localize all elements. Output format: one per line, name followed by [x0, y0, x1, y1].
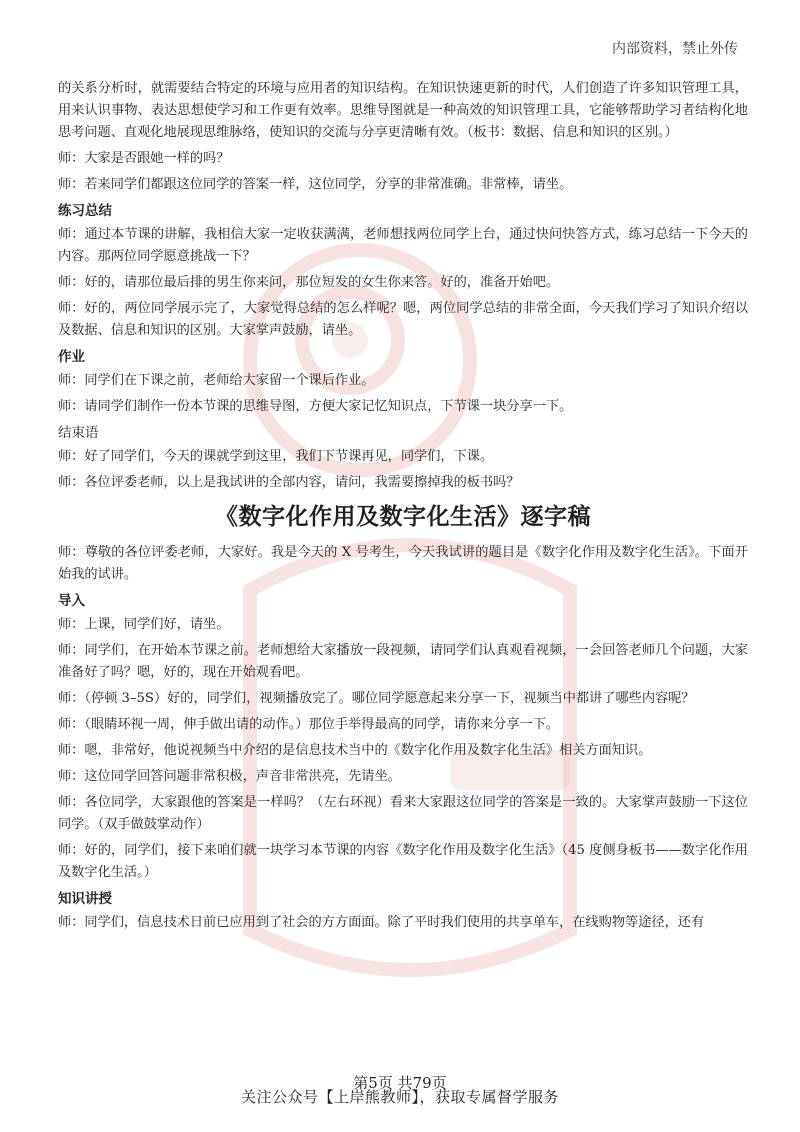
body-paragraph: 师：上课，同学们好，请坐。: [58, 617, 230, 632]
body-paragraph: 师：尊敬的各位评委老师，大家好。我是今天的 X 号考生，今天我试讲的题目是《数字化作用及数字化生活》。下面开始我的试讲。: [58, 545, 748, 582]
lesson-title: 《数字化作用及数字化生活》逐字稿: [215, 503, 591, 530]
footer-promo-text: 关注公众号【上岸熊教师】，获取专属督学服务: [240, 1088, 559, 1106]
body-paragraph: 师：同学们，在开始本节课之前。老师想给大家播放一段视频，请同学们认真观看视频，一会回答老师几个问题，大家准备好了吗？嗯，好的，现在开始观看吧。: [58, 643, 748, 680]
body-paragraph: 师：若来同学们都跟这位同学的答案一样，这位同学，分享的非常准确。非常棒，请坐。: [58, 177, 573, 192]
body-paragraph: 师：好的，请那位最后排的男生你来问，那位短发的女生你来答。好的，准备开始吧。: [58, 275, 560, 290]
header-confidential-note: 内部资料，禁止外传: [612, 41, 738, 57]
body-paragraph: 的关系分析时，就需要结合特定的环境与应用者的知识结构。在知识快速更新的时代，人们创造了许多知识管理工具，用来认识事物、表达思想使学习和工作更有效率。思维导图就是一种高效的知识管理工具，它能够帮助学习者结构化地思考问题、直观化地展现思维脉络，使知识的交流与分享更清晰有效。（板书：数据、信息和知识的区别。）: [58, 81, 748, 140]
body-paragraph: 师：各位同学，大家跟他的答案是一样吗？（左右环视）看来大家跟这位同学的答案是一致的。大家掌声鼓励一下这位同学。（双手做鼓掌动作）: [58, 795, 748, 832]
body-paragraph: 师：（停顿 3–5S）好的，同学们，视频播放完了。哪位同学愿意起来分享一下，视频当中都讲了哪些内容呢？: [58, 691, 695, 706]
body-paragraph: 师：这位同学回答问题非常积极，声音非常洪亮，先请坐。: [58, 769, 401, 784]
body-paragraph: 师：大家是否跟她一样的吗？: [58, 151, 230, 166]
section-heading-lead-in: 导入: [58, 593, 85, 609]
body-paragraph: 师：好了同学们，今天的课就学到这里，我们下节课再见，同学们，下课。: [58, 449, 494, 464]
body-paragraph: 师：请同学们制作一份本节课的思维导图，方便大家记忆知识点，下节课一块分享一下。: [58, 399, 573, 414]
page-number: 第5页 共79页: [353, 1074, 447, 1092]
section-heading-knowledge: 知识讲授: [58, 891, 112, 907]
body-paragraph: 师：好的，同学们，接下来咱们就一块学习本节课的内容《数字化作用及数字化生活》（45 度侧身板书——数字化作用及数字化生活。）: [58, 843, 748, 880]
body-paragraph: 师：嗯，非常好，他说视频当中介绍的是信息技术当中的《数字化作用及数字化生活》相关方面知识。: [58, 743, 652, 758]
section-heading-homework: 作业: [58, 349, 85, 365]
body-paragraph: 师：同学们，信息技术日前已应用到了社会的方方面面。除了平时我们使用的共享单车，在线购物等途径，还有: [58, 915, 705, 930]
body-paragraph: 师：同学们在下课之前，老师给大家留一个课后作业。: [58, 373, 375, 388]
section-heading-closing: 结束语: [58, 425, 99, 441]
body-paragraph: 师：好的，两位同学展示完了，大家觉得总结的怎么样呢？嗯，两位同学总结的非常全面，今天我们学习了知识介绍以及数据、信息和知识的区别。大家掌声鼓励，请坐。: [58, 301, 748, 338]
body-paragraph: 师：各位评委老师，以上是我试讲的全部内容，请问，我需要擦掉我的板书吗？: [58, 475, 520, 490]
body-paragraph: 师：通过本节课的讲解，我相信大家一定收获满满，老师想找两位同学上台，通过快问快答方式，练习总结一下今天的内容。那两位同学愿意挑战一下？: [58, 227, 748, 264]
body-paragraph: 师：（眼睛环视一周，伸手做出请的动作。）那位手举得最高的同学，请你来分享一下。: [58, 717, 560, 732]
section-heading-practice: 练习总结: [58, 203, 112, 219]
document-body: [58, 78, 748, 938]
